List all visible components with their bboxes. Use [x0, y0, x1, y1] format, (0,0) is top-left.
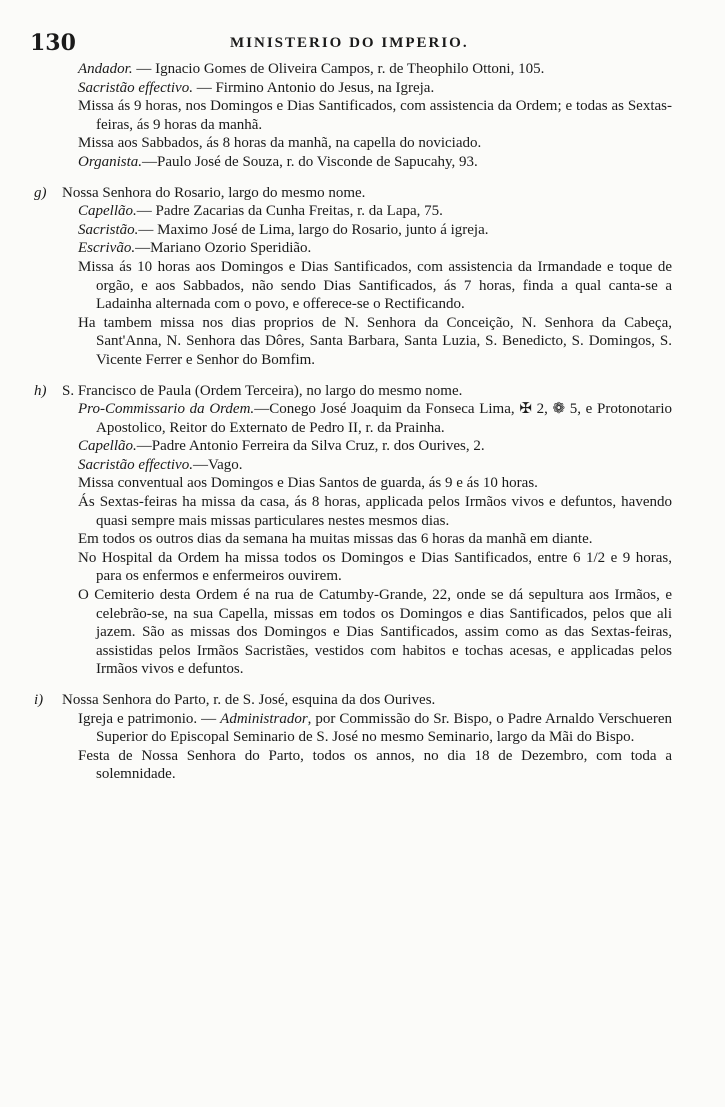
- entry-festa: Festa de Nossa Senhora do Parto, todos os annos, no dia 18 de Dezembro, com toda a solemnidade.: [78, 747, 672, 783]
- page-number: 130: [30, 30, 76, 56]
- entry-outros-dias: Em todos os outros dias da semana ha muitas missas das 6 horas da manhã em diante.: [78, 531, 593, 548]
- entry-sacristao: Sacristão effectivo.—Vago.: [78, 456, 243, 473]
- entry-missa-domingos: Missa ás 9 horas, nos Domingos e Dias Santificados, com assistencia da Ordem; e todas as Sextas-feiras, ás 9 horas da manhã.: [78, 98, 672, 133]
- entry-organista: Organista.—Paulo José de Souza, r. do Visconde de Sapucahy, 93.: [78, 153, 478, 170]
- section-h: [22, 382, 672, 680]
- entry-pro-commissario: Pro-Commissario da Ordem.—Conego José Joaquim da Fonseca Lima, ✠ 2, ❁ 5, e Protonotario Apostolico, Reitor do Externato de Pedro II, r. da Prainha.: [78, 401, 673, 436]
- page-header: [30, 30, 670, 56]
- running-head: MINISTERIO DO IMPERIO.: [230, 35, 469, 51]
- section-intro: [22, 60, 672, 172]
- entry-capellao: Capellão.— Padre Zacarias da Cunha Freitas, r. da Lapa, 75.: [78, 203, 443, 220]
- entry-andador: Andador. — Ignacio Gomes de Oliveira Campos, r. de Theophilo Ottoni, 105.: [78, 61, 545, 77]
- section-g: [22, 184, 672, 370]
- section-title: S. Francisco de Paula (Ordem Terceira), no largo do mesmo nome.: [62, 382, 463, 399]
- entry-cemiterio: O Cemiterio desta Ordem é na rua de Catumby-Grande, 22, onde se dá sepultura aos Irmãos, e celebrão-se, na sua Capella, missas em todos os Domingos e dias Santificados, pelos que ali jazem. São as missas dos Domingos e Dias Santificados, assim como as das Sextas-feiras, assistidas pelos Irmãos Sacristães, vestidos com habitos e tochas acesas, e applicadas pelos Irmãos vivos e defuntos.: [78, 587, 672, 678]
- section-marker: h): [34, 382, 47, 399]
- entry-hospital: No Hospital da Ordem ha missa todos os Domingos e Dias Santificados, entre 6 1/2 e 9 horas, para os enfermos e enfermeiros ouvirem.: [78, 549, 672, 585]
- entry-sacristao: Sacristão effectivo. — Firmino Antonio do Jesus, na Igreja.: [78, 79, 435, 96]
- entry-capellao: Capellão.—Padre Antonio Ferreira da Silva Cruz, r. dos Ourives, 2.: [78, 438, 485, 455]
- entry-sacristao: Sacristão.— Maximo José de Lima, largo do Rosario, junto á igreja.: [78, 221, 489, 238]
- section-title: Nossa Senhora do Rosario, largo do mesmo nome.: [62, 184, 366, 201]
- section-i: [22, 691, 672, 784]
- section-title: Nossa Senhora do Parto, r. de S. José, esquina da dos Ourives.: [62, 692, 436, 708]
- entry-missa-sabbados: Missa aos Sabbados, ás 8 horas da manhã, na capella do noviciado.: [78, 135, 482, 152]
- section-marker: i): [34, 692, 44, 708]
- entry-missa-dias: Ha tambem missa nos dias proprios de N. Senhora da Conceição, N. Senhora da Cabeça, Sant'Anna, N. Senhora das Dôres, Santa Barbara, Santa Luzia, S. Benedicto, S. Domingos, S. Vicente Ferrer e Senhor do Bomfim.: [78, 314, 672, 368]
- entry-missa-conventual: Missa conventual aos Domingos e Dias Santos de guarda, ás 9 e ás 10 horas.: [78, 475, 538, 492]
- entry-escrivao: Escrivão.—Mariano Ozorio Speridião.: [78, 240, 312, 257]
- document-body: [22, 60, 672, 796]
- entry-sextas-feiras: Ás Sextas-feiras ha missa da casa, ás 8 horas, applicada pelos Irmãos vivos e defuntos, havendo quasi sempre mais missas particulares nestes mesmos dias.: [78, 494, 672, 529]
- section-marker: g): [34, 184, 47, 201]
- entry-missa: Missa ás 10 horas aos Domingos e Dias Santificados, com assistencia da Irmandade e toque de orgão, e aos Sabbados, não sendo Dias Santificados, ás 7 horas, finda a qual canta-se a Ladainha alternada com o povo, e offerece-se o Rectificando.: [78, 258, 672, 313]
- entry-igreja-patrimonio: Igreja e patrimonio. — Administrador, por Commissão do Sr. Bispo, o Padre Arnaldo Verschueren Superior do Episcopal Seminario de S. José no mesmo Seminario, largo da Mãi do Bispo.: [78, 710, 672, 746]
